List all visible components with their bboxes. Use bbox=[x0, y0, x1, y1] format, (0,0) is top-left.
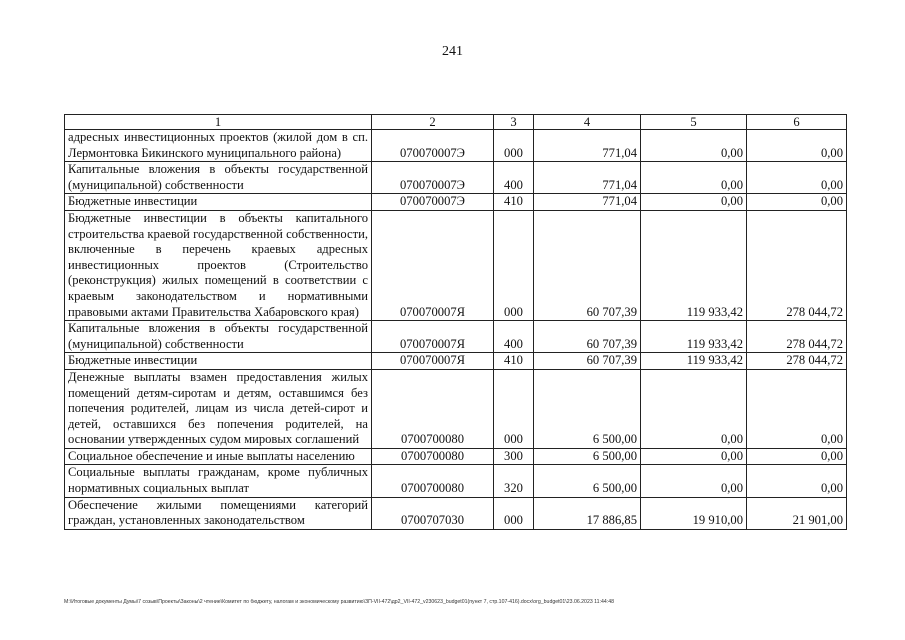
table-row bbox=[65, 194, 847, 211]
amount-year-3: 278 044,72 bbox=[747, 353, 847, 370]
amount-year-1: 6 500,00 bbox=[534, 465, 641, 497]
expense-type-code: 300 bbox=[494, 448, 534, 465]
target-article-code: 0700700080 bbox=[372, 465, 494, 497]
table-row bbox=[65, 353, 847, 370]
amount-year-3: 0,00 bbox=[747, 162, 847, 194]
amount-year-2: 0,00 bbox=[641, 369, 747, 448]
target-article-code: 070070007Я bbox=[372, 210, 494, 320]
amount-year-1: 60 707,39 bbox=[534, 210, 641, 320]
target-article-code: 070070007Э bbox=[372, 162, 494, 194]
amount-year-3: 278 044,72 bbox=[747, 321, 847, 353]
table-row bbox=[65, 465, 847, 497]
expense-type-code: 000 bbox=[494, 369, 534, 448]
amount-year-1: 6 500,00 bbox=[534, 448, 641, 465]
table-row bbox=[65, 130, 847, 162]
footer-file-path: M:\Итоговые документы Думы\7 созыв\Проекты\Законы\2 чтение\Комитет по бюджету, налогам и экономическому развитию\ЗП-VII-472\др2_VII-472_v230623_budget01(пункт 7, стр.107-416).docx\org_budget01\23.06.2023 11:44:48 bbox=[64, 599, 614, 605]
amount-year-2: 119 933,42 bbox=[641, 321, 747, 353]
amount-year-2: 0,00 bbox=[641, 465, 747, 497]
target-article-code: 070070007Э bbox=[372, 194, 494, 211]
amount-year-1: 771,04 bbox=[534, 194, 641, 211]
row-description: Денежные выплаты взамен предоставления жилых помещений детям-сиротам и детям, оставшимся без попечения родителей, лицам из числа детей-сирот и детей, оставшихся без попечения родителей, на основании утвержденных судом мировых соглашений bbox=[65, 369, 372, 448]
amount-year-2: 0,00 bbox=[641, 448, 747, 465]
amount-year-2: 0,00 bbox=[641, 194, 747, 211]
target-article-code: 070070007Э bbox=[372, 130, 494, 162]
table-row bbox=[65, 210, 847, 320]
amount-year-3: 0,00 bbox=[747, 465, 847, 497]
row-description: Социальные выплаты гражданам, кроме публичных нормативных социальных выплат bbox=[65, 465, 372, 497]
target-article-code: 0700707030 bbox=[372, 497, 494, 529]
amount-year-3: 0,00 bbox=[747, 369, 847, 448]
expense-type-code: 410 bbox=[494, 194, 534, 211]
expense-type-code: 000 bbox=[494, 210, 534, 320]
amount-year-1: 60 707,39 bbox=[534, 321, 641, 353]
column-header: 1 bbox=[65, 115, 372, 130]
amount-year-1: 60 707,39 bbox=[534, 353, 641, 370]
expense-type-code: 320 bbox=[494, 465, 534, 497]
row-description: Социальное обеспечение и иные выплаты населению bbox=[65, 448, 372, 465]
budget-table bbox=[64, 114, 847, 530]
target-article-code: 0700700080 bbox=[372, 448, 494, 465]
page-number: 241 bbox=[442, 44, 463, 59]
amount-year-2: 19 910,00 bbox=[641, 497, 747, 529]
row-description: Бюджетные инвестиции bbox=[65, 353, 372, 370]
amount-year-2: 0,00 bbox=[641, 162, 747, 194]
amount-year-3: 21 901,00 bbox=[747, 497, 847, 529]
column-header: 5 bbox=[641, 115, 747, 130]
target-article-code: 070070007Я bbox=[372, 353, 494, 370]
table-row bbox=[65, 497, 847, 529]
expense-type-code: 000 bbox=[494, 130, 534, 162]
column-header: 2 bbox=[372, 115, 494, 130]
expense-type-code: 000 bbox=[494, 497, 534, 529]
column-header: 6 bbox=[747, 115, 847, 130]
expense-type-code: 400 bbox=[494, 162, 534, 194]
table-row bbox=[65, 162, 847, 194]
amount-year-2: 119 933,42 bbox=[641, 210, 747, 320]
amount-year-1: 771,04 bbox=[534, 130, 641, 162]
row-description: Бюджетные инвестиции в объекты капитального строительства краевой государственной собственности, включенные в перечень краевых адресных инвестиционных проектов (Строительство (реконструкция) жилых помещений в соответствии с краевым законодательством и нормативными правовыми актами Правительства Хабаровского края) bbox=[65, 210, 372, 320]
row-description: адресных инвестиционных проектов (жилой дом в сп. Лермонтовка Бикинского муниципального района) bbox=[65, 130, 372, 162]
row-description: Бюджетные инвестиции bbox=[65, 194, 372, 211]
amount-year-3: 0,00 bbox=[747, 448, 847, 465]
table-row bbox=[65, 448, 847, 465]
amount-year-3: 0,00 bbox=[747, 130, 847, 162]
amount-year-1: 6 500,00 bbox=[534, 369, 641, 448]
amount-year-3: 0,00 bbox=[747, 194, 847, 211]
column-header: 4 bbox=[534, 115, 641, 130]
table-header-row bbox=[65, 115, 847, 130]
amount-year-3: 278 044,72 bbox=[747, 210, 847, 320]
amount-year-2: 0,00 bbox=[641, 130, 747, 162]
expense-type-code: 400 bbox=[494, 321, 534, 353]
row-description: Обеспечение жилыми помещениями категорий граждан, установленных законодательством bbox=[65, 497, 372, 529]
column-header: 3 bbox=[494, 115, 534, 130]
target-article-code: 070070007Я bbox=[372, 321, 494, 353]
amount-year-1: 771,04 bbox=[534, 162, 641, 194]
row-description: Капитальные вложения в объекты государственной (муниципальной) собственности bbox=[65, 321, 372, 353]
amount-year-2: 119 933,42 bbox=[641, 353, 747, 370]
row-description: Капитальные вложения в объекты государственной (муниципальной) собственности bbox=[65, 162, 372, 194]
table-row bbox=[65, 321, 847, 353]
expense-type-code: 410 bbox=[494, 353, 534, 370]
amount-year-1: 17 886,85 bbox=[534, 497, 641, 529]
table-row bbox=[65, 369, 847, 448]
target-article-code: 0700700080 bbox=[372, 369, 494, 448]
